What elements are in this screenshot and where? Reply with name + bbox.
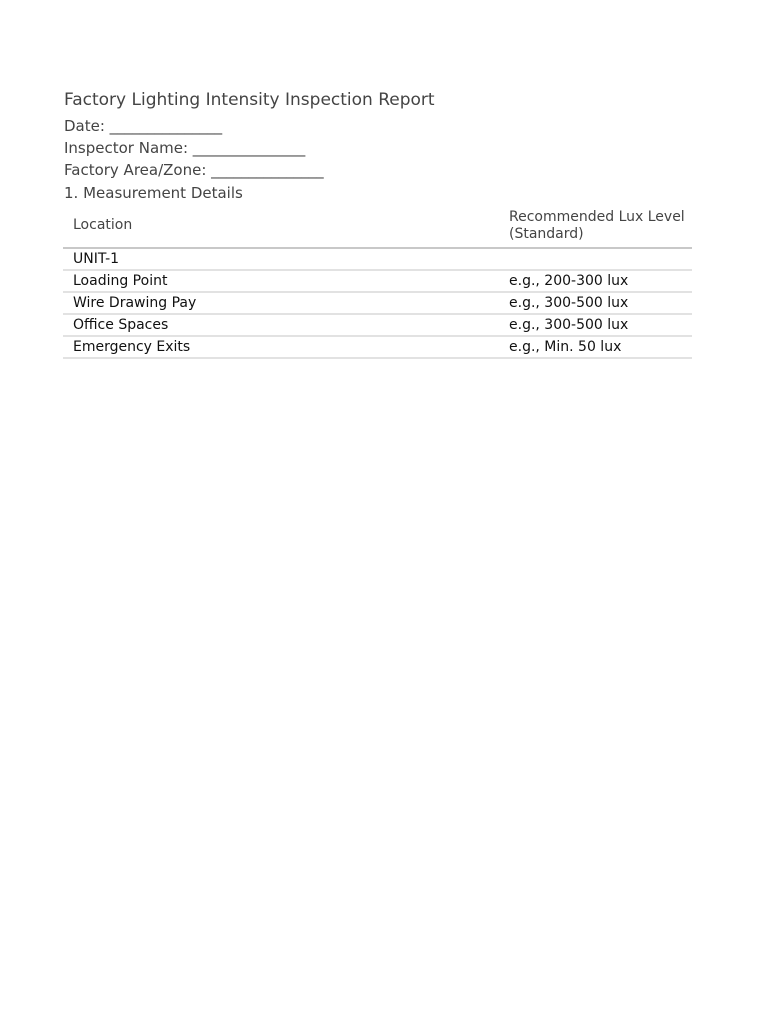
location-cell: Loading Point	[63, 270, 499, 292]
recommended-lux-header-text: Recommended Lux Level (Standard)	[509, 208, 685, 242]
recommended-lux-cell: e.g., 300-500 lux	[499, 292, 692, 314]
table-row	[63, 292, 692, 314]
table-row	[63, 248, 692, 270]
location-cell: Wire Drawing Pay	[63, 292, 499, 314]
location-cell: UNIT-1	[63, 248, 499, 270]
measurement-details-table	[63, 204, 692, 359]
factory-area-zone-field: Factory Area/Zone: _______________	[64, 161, 324, 179]
table-row	[63, 270, 692, 292]
location-cell: Office Spaces	[63, 314, 499, 336]
table-row	[63, 336, 692, 358]
location-cell: Emergency Exits	[63, 336, 499, 358]
recommended-lux-cell	[499, 248, 692, 270]
report-title: Factory Lighting Intensity Inspection Report	[64, 90, 435, 110]
date-field: Date: _______________	[64, 117, 223, 135]
column-header-location: Location	[63, 204, 499, 248]
recommended-lux-cell: e.g., 200-300 lux	[499, 270, 692, 292]
recommended-lux-cell: e.g., Min. 50 lux	[499, 336, 692, 358]
table-row	[63, 314, 692, 336]
column-header-recommended-lux	[499, 204, 692, 248]
section-heading-measurement-details: 1. Measurement Details	[64, 184, 243, 202]
table-header-row	[63, 204, 692, 248]
inspector-name-field: Inspector Name: _______________	[64, 139, 306, 157]
recommended-lux-cell: e.g., 300-500 lux	[499, 314, 692, 336]
